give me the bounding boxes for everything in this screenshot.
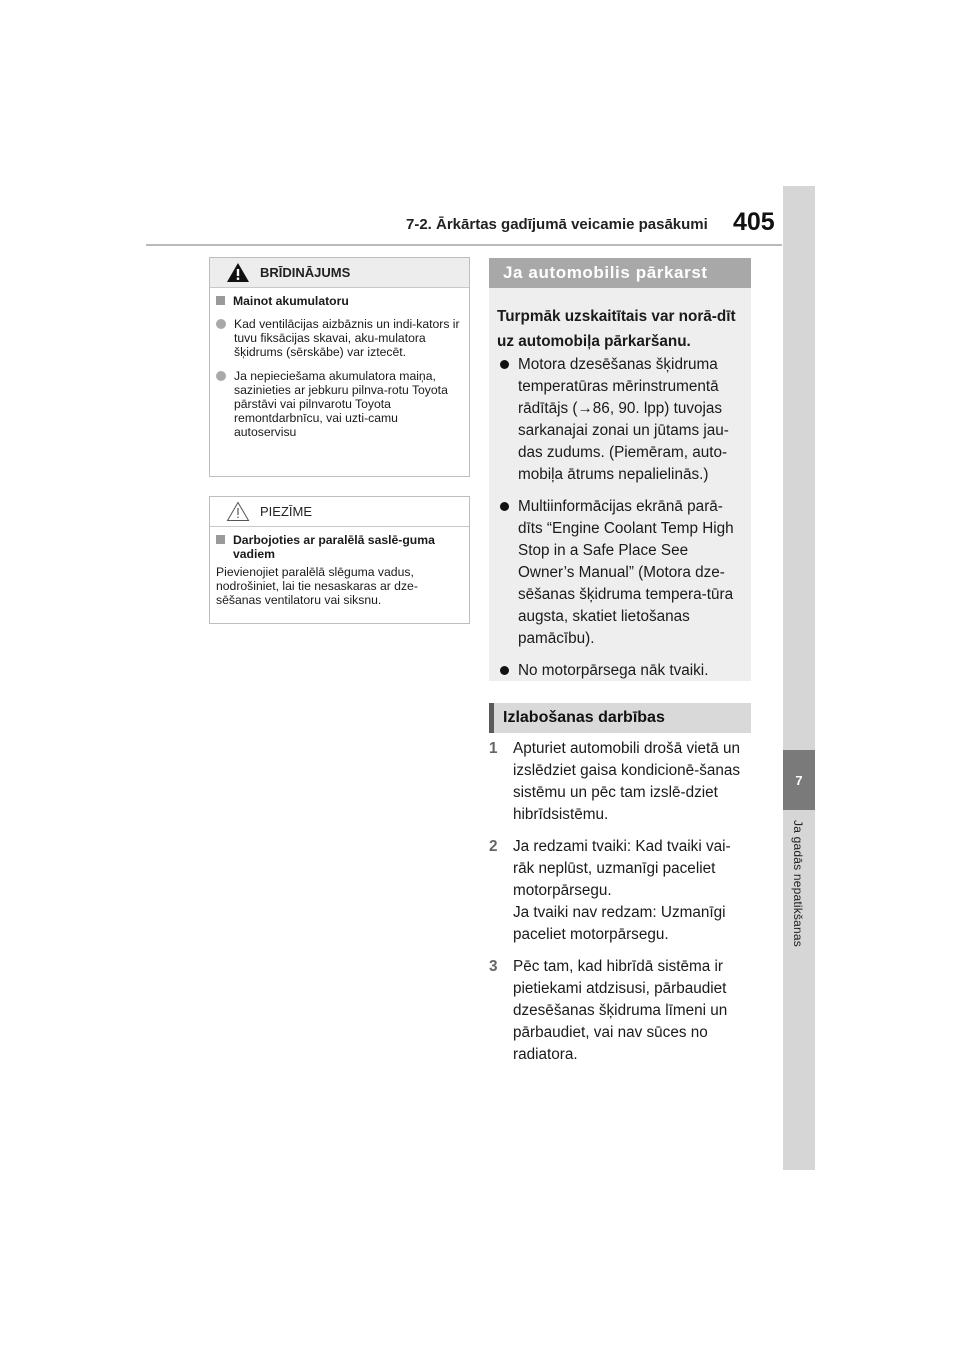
step-number: 3 (489, 958, 498, 975)
list-item: No motorpārsega nāk tvaiki. (497, 660, 747, 682)
bullet-dot-icon (216, 371, 226, 381)
rescue-steps (489, 738, 751, 1076)
warning-heading: Mainot akumulatoru (216, 294, 463, 308)
rescue-title: Izlabošanas darbības (503, 709, 665, 726)
square-bullet-icon (216, 535, 225, 544)
step-text: Pēc tam, kad hibrīdā sistēma ir pietiekami atdzisusi, pārbaudiet dzesēšanas šķidruma līmeni un pārbaudiet, vai nav sūces no radiatora. (513, 958, 728, 1063)
overheat-intro: Turpmāk uzskaitītais var norā-dīt uz automobiļa pārkaršanu. (497, 308, 736, 350)
note-box (209, 496, 470, 624)
chapter-label: Ja gadās nepatikšanas (791, 820, 805, 947)
warning-box (209, 257, 470, 477)
list-item: Motora dzesēšanas šķidruma temperatūras mērinstrumentā rādītājs (→86, 90. lpp) tuvojas sarkanajai zonai un jūtams jau-das zudums. (Piemēram, auto-mobiļa ātrums nepalielinās.) (497, 354, 747, 486)
step-number: 2 (489, 838, 498, 855)
step-item (489, 836, 751, 946)
step-item (489, 956, 751, 1066)
section-title: 7-2. Ārkārtas gadījumā veicamie pasākumi (406, 216, 708, 233)
step-text: Apturiet automobili drošā vietā un izslēdziet gaisa kondicionē-šanas sistēmu un pēc tam izslē-dziet hibrīdsistēmu. (513, 740, 741, 823)
warning-title: BRĪDINĀJUMS (260, 265, 351, 280)
list-item: Multiinformācijas ekrānā parā-dīts “Engine Coolant Temp High Stop in a Safe Place See Owner’s Manual” (Motora dze-sēšanas šķidruma tempera-tūra augsta, skatiet lietošanas pamācību). (497, 496, 747, 650)
warning-triangle-icon (226, 262, 250, 283)
chapter-number: 7 (783, 750, 815, 810)
bullet-dot-icon (216, 319, 226, 329)
side-tab-upper (783, 186, 815, 750)
overheat-title: Ja automobilis pārkarst (503, 263, 708, 282)
warning-bullet: Kad ventilācijas aizbāznis un indi-kators ir tuvu fiksācijas skavai, aku-mulatora šķidrums (sērskābe) var iztecēt. (216, 317, 463, 359)
note-heading: Darbojoties ar paralēlā saslē-guma vadiem (216, 533, 463, 561)
note-header (210, 497, 469, 527)
rescue-section-header (489, 703, 751, 733)
overheat-section-header (489, 258, 751, 288)
page-number: 405 (733, 208, 775, 236)
square-bullet-icon (216, 296, 225, 305)
header-divider (146, 244, 782, 246)
note-body: Pievienojiet paralēlā slēguma vadus, nodrošiniet, lai tie nesaskaras ar dze-sēšanas ventilatoru vai siksnu. (216, 565, 418, 607)
warning-header (210, 258, 469, 288)
warning-bullet: Ja nepieciešama akumulatora maiņa, sazinieties ar jebkuru pilnva-rotu Toyota pārstāvi vai pilnvarotu Toyota remontdarbnīcu, vai uzti-camu autoservisu (216, 369, 463, 439)
step-number: 1 (489, 740, 498, 757)
step-item (489, 738, 751, 826)
caution-triangle-icon (226, 501, 250, 522)
overheat-symptom-list (497, 354, 747, 692)
step-text: Ja redzami tvaiki: Kad tvaiki vai-rāk neplūst, uzmanīgi paceliet motorpārsegu. Ja tvaiki nav redzam: Uzmanīgi paceliet motorpārsegu. (513, 838, 731, 943)
note-title: PIEZĪME (260, 504, 313, 519)
